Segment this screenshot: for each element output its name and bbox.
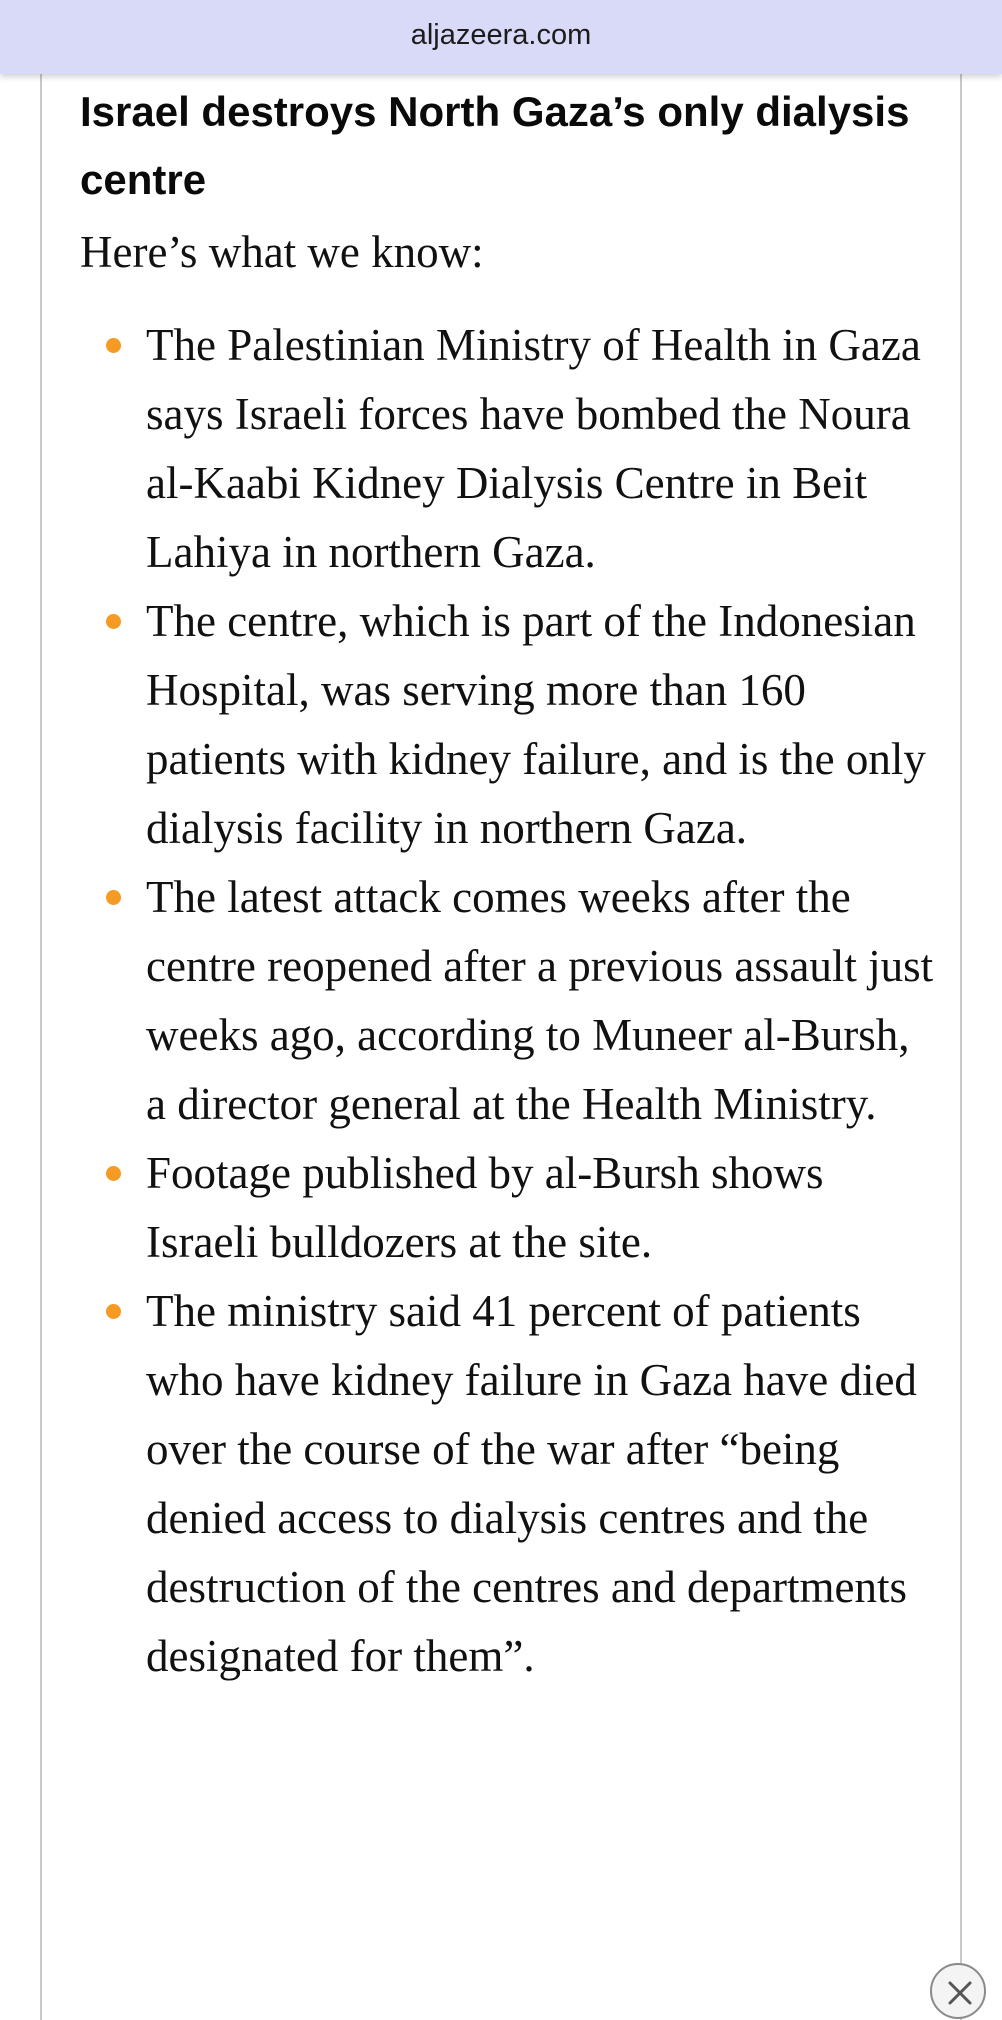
list-item-text: Footage published by al-Bursh shows Israeli bulldozers at the site. — [146, 1148, 824, 1267]
list-item — [100, 311, 940, 587]
list-item-text: The Palestinian Ministry of Health in Gaza says Israeli forces have bombed the Noura al-Kaabi Kidney Dialysis Centre in Beit Lahiya in northern Gaza. — [146, 320, 921, 577]
url-text[interactable]: aljazeera.com — [410, 18, 592, 51]
bullet-dot-icon — [106, 890, 121, 905]
article-headline: Israel destroys North Gaza’s only dialysis centre — [80, 88, 910, 203]
browser-url-bar[interactable] — [0, 0, 1002, 74]
list-item-text: The ministry said 41 percent of patients who have kidney failure in Gaza have died over the course of the war after “being denied access to dialysis centres and the destruction of the centres and departments designated for them”. — [146, 1286, 917, 1681]
bullet-dot-icon — [106, 1166, 121, 1181]
list-item — [100, 587, 940, 863]
close-icon — [942, 1975, 978, 2011]
bullet-dot-icon — [106, 338, 121, 353]
list-item-text: The centre, which is part of the Indonesian Hospital, was serving more than 160 patients with kidney failure, and is the only dialysis facility in northern Gaza. — [146, 596, 926, 853]
bullet-dot-icon — [106, 1304, 121, 1319]
article-intro: Here’s what we know: — [80, 227, 484, 277]
bullet-dot-icon — [106, 614, 121, 629]
list-item — [100, 863, 940, 1139]
key-points-list — [100, 311, 940, 1691]
close-button[interactable] — [930, 1963, 986, 2019]
list-item — [100, 1139, 940, 1277]
list-item — [100, 1277, 940, 1691]
list-item-text: The latest attack comes weeks after the centre reopened after a previous assault just weeks ago, according to Muneer al-Bursh, a director general at the Health Ministry. — [146, 872, 934, 1129]
